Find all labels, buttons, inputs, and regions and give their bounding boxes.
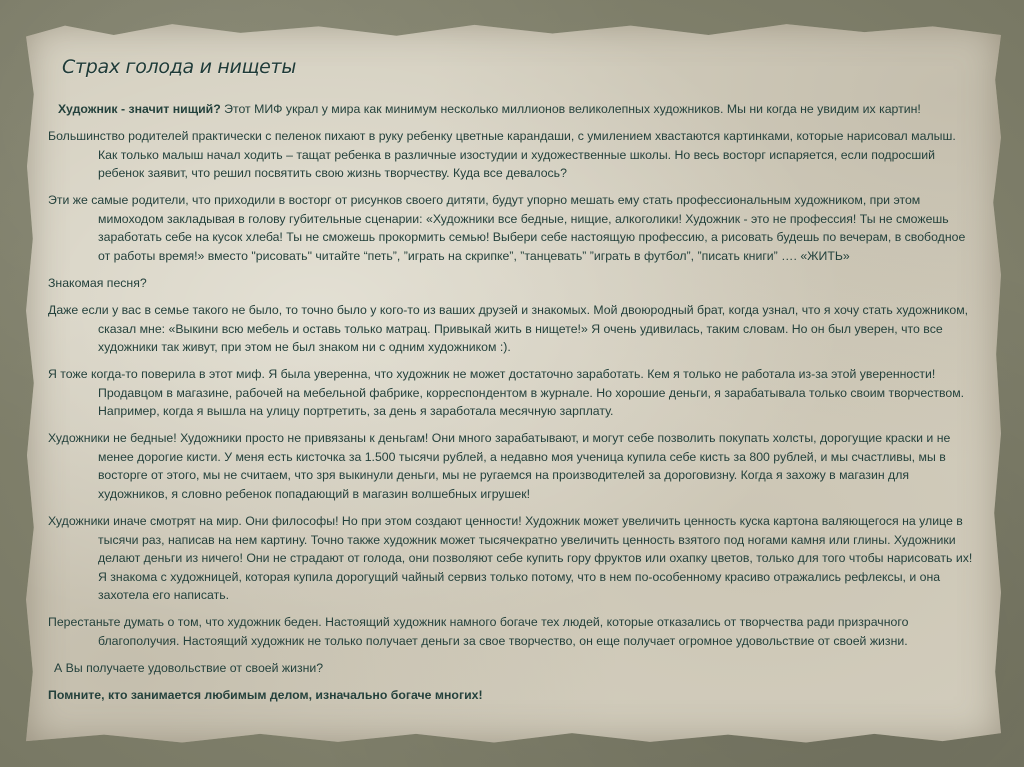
page-title: Страх голода и нищеты xyxy=(62,56,297,78)
paragraph-scenarios: Эти же самые родители, что приходили в восторг от рисунков своего дитяти, будут упорно мешать ему стать профессиональным художником, при этом мимоходом закладывая в голову губительные сценарии: «Художники все бедные, нищие, алкоголики! Художник - это не профессия! Ты не сможешь заработать себе на кусок хлеба! Ты не сможешь прокормить семью! Выбери себе настоящую профессию, а рисовать будешь по вечерам, в свободное от работы время!» вместо "рисовать" читайте “петь”, ”играть на скрипке”, ”танцевать” ”играть в футбол”, ”писать книги” …. «ЖИТЬ» xyxy=(48,193,966,263)
paragraph-parents: Большинство родителей практически с пеленок пихают в руку ребенку цветные карандаши, с умилением хвастаются картинками, которые нарисовал малыш. Как только малыш начал ходить – тащат ребенка в различные изостудии и художественные школы. Но весь восторг испаряется, если подросший ребенок заявит, что решил посвятить свою жизнь творчеству. Куда все девалось? xyxy=(48,128,956,181)
paragraph-myth: Я тоже когда-то поверила в этот миф. Я была уверенна, что художник не может достаточно заработать. Кем я только не работала из-за этой уверенности! Продавцом в магазине, рабочей на мебельной фабрике, корреспондентом в журнале. Но хорошие деньги, я зарабатывала только своим творчеством. Например, когда я вышла на улицу портретить, за день я заработала месячную зарплату. xyxy=(48,367,965,419)
paragraph-intro-text: Этот МИФ украл у мира как минимум несколько миллионов великолепных художников. Мы ни когда не увидим их картин! xyxy=(220,102,921,116)
paragraph-familiar-song: Знакомая песня? xyxy=(48,275,147,290)
paragraph-stop-thinking: Перестаньте думать о том, что художник беден. Настоящий художник намного богаче тех людей, которые отказались от творчества ради призрачного благополучия. Настоящий художник не только получает деньги за свое творчество, он еще получает огромное удовольствие от своей жизни. xyxy=(48,615,909,648)
paragraph-not-poor: Художники не бедные! Художники просто не привязаны к деньгам! Они много зарабатывают, и могут себе позволить покупать холсты, дорогущие краски и не менее дорогие кисти. У меня есть кисточка за 1.500 тысячи рублей, а недавно моя ученица купила себе кисть за 800 рублей, и мы счастливы, мы в восторге от этого, мы не считаем, что зря выкинули деньги, мы не ругаемся на производителей за дороговизну. Когда я захожу в магазин для художников, я словно ребенок попадающий в магазин волшебных игрушек! xyxy=(48,431,951,502)
paragraph-intro-bold: Художник - значит нищий? xyxy=(58,102,221,116)
article-body xyxy=(48,100,978,713)
paragraph-philosophers: Художники иначе смотрят на мир. Они философы! Но при этом создают ценности! Художник может увеличить ценность куска картона валяющегося на улице в тысячи раз, написав на нем картину. Точно также художник может тысячекратно увеличить ценность взятого под ногами камня или глины. Художники делают деньги из ничего! Они не страдают от голода, они позволяют себе купить гору фруктов или охапку цветов, только для того чтобы нарисовать их! Я знакома с художницей, которая купила дорогущий чайный сервиз только потому, что в нем по-особенному красиво отражались рефлексы, и она захотела его написать. xyxy=(48,514,973,603)
paragraph-intro xyxy=(48,100,978,119)
paragraph-question: А Вы получаете удовольствие от своей жизни? xyxy=(54,660,324,675)
paragraph-cousin: Даже если у вас в семье такого не было, то точно было у кого-то из ваших друзей и знакомых. Мой двоюродный брат, когда узнал, что я хочу стать художником, сказал мне: «Выкини всю мебель и оставь только матрац. Привыкай жить в нищете!» Я очень удивилась, таким словам. Но он был уверен, что все художники так живут, при этом не был знаком ни с одним художником :). xyxy=(48,302,969,355)
paragraph-conclusion: Помните, кто занимается любимым делом, изначально богаче многих! xyxy=(48,687,483,702)
